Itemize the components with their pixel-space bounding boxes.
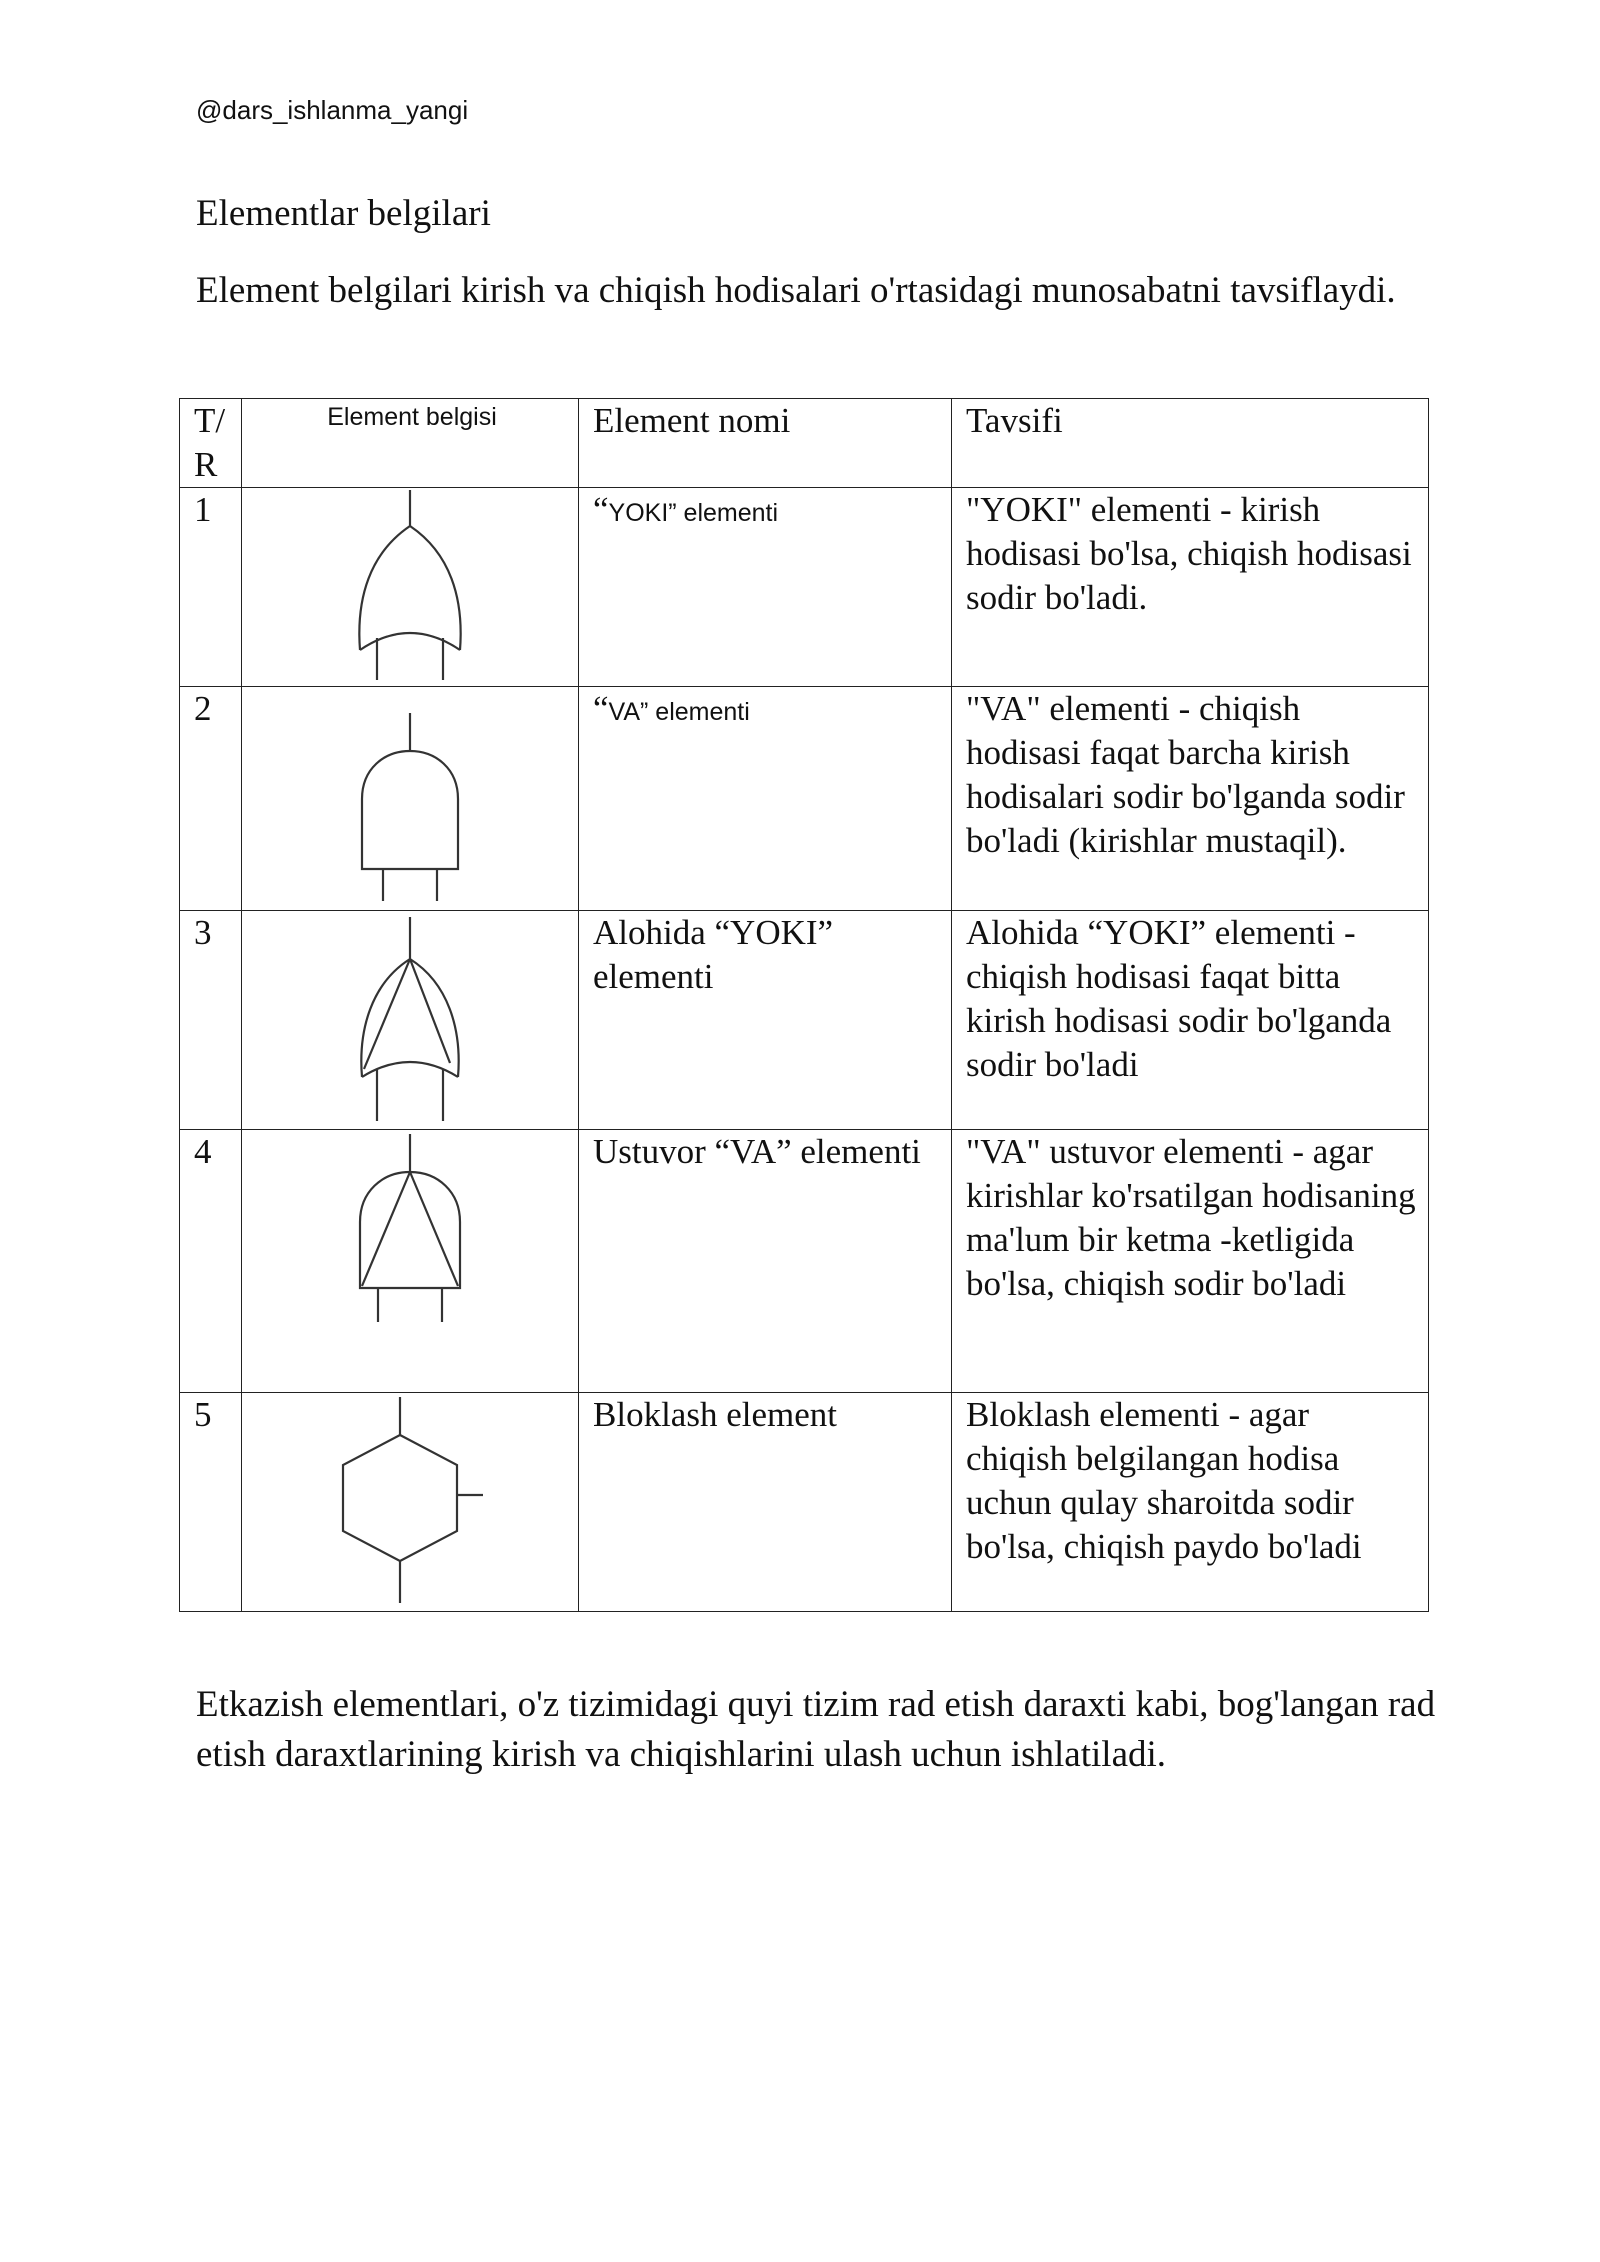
inhibit-gate-icon [330,1393,490,1608]
table-header-row [180,399,1429,488]
header-tag: @dars_ishlanma_yangi [196,95,469,125]
row-name-text: YOKI” elementi [608,499,779,527]
row-desc: Alohida “YOKI” elementi - chiqish hodisasi faqat bitta kirish hodisasi sodir bo'lganda sodir bo'ladi [952,911,1429,1130]
row-symbol [242,911,579,1130]
row-symbol [242,1130,579,1393]
row-name-quote: “ [593,490,609,529]
header-symbol [242,399,579,488]
row-desc: "VA" elementi - chiqish hodisasi faqat barcha kirish hodisalari sodir bo'lganda sodir bo'ladi (kirishlar mustaqil). [952,687,1429,911]
intro-paragraph: Element belgilari kirish va chiqish hodisalari o'rtasidagi munosabatni tavsiflaydi. [196,270,1396,311]
and-gate-icon [340,691,480,906]
priority-and-gate-icon [340,1130,480,1345]
header-name-label: Element nomi [593,401,791,440]
table-row [180,687,1429,911]
row-name: Ustuvor “VA” elementi [579,1130,952,1393]
row-num: 4 [180,1130,242,1393]
row-num: 1 [180,488,242,687]
header-num-label: T/ R [194,401,226,484]
or-gate-icon [340,488,480,683]
row-desc: "VA" ustuvor elementi - agar kirishlar ko'rsatilgan hodisaning ma'lum bir ketma -ketligida bo'lsa, chiqish sodir bo'ladi [952,1130,1429,1393]
row-num: 3 [180,911,242,1130]
header-symbol-label: Element belgisi [327,403,497,431]
table-row [180,488,1429,687]
row-name [579,687,952,911]
header-desc-label: Tavsifi [966,401,1063,440]
row-symbol [242,687,579,911]
header-num [180,399,242,488]
row-symbol [242,1393,579,1612]
row-desc: Bloklash elementi - agar chiqish belgilangan hodisa uchun qulay sharoitda sodir bo'lsa, chiqish paydo bo'ladi [952,1393,1429,1612]
row-num: 2 [180,687,242,911]
row-name: Bloklash element [579,1393,952,1612]
row-name [579,488,952,687]
row-name-text: VA” elementi [608,698,750,726]
elements-table [179,398,1429,1612]
row-name-quote: “ [593,689,609,728]
row-name: Alohida “YOKI” elementi [579,911,952,1130]
row-num: 5 [180,1393,242,1612]
exclusive-or-gate-icon [340,911,480,1126]
row-symbol [242,488,579,687]
table-row [180,1130,1429,1393]
row-desc: "YOKI" elementi - kirish hodisasi bo'lsa, chiqish hodisasi sodir bo'ladi. [952,488,1429,687]
section-heading: Elementlar belgilari [196,193,491,234]
header-name [579,399,952,488]
table-row [180,1393,1429,1612]
footer-paragraph: Etkazish elementlari, o'z tizimidagi quyi tizim rad etish daraxti kabi, bog'langan rad etish daraxtlarining kirish va chiqishlarini ulash uchun ishlatiladi. [196,1684,1436,1775]
header-desc [952,399,1429,488]
table-row [180,911,1429,1130]
